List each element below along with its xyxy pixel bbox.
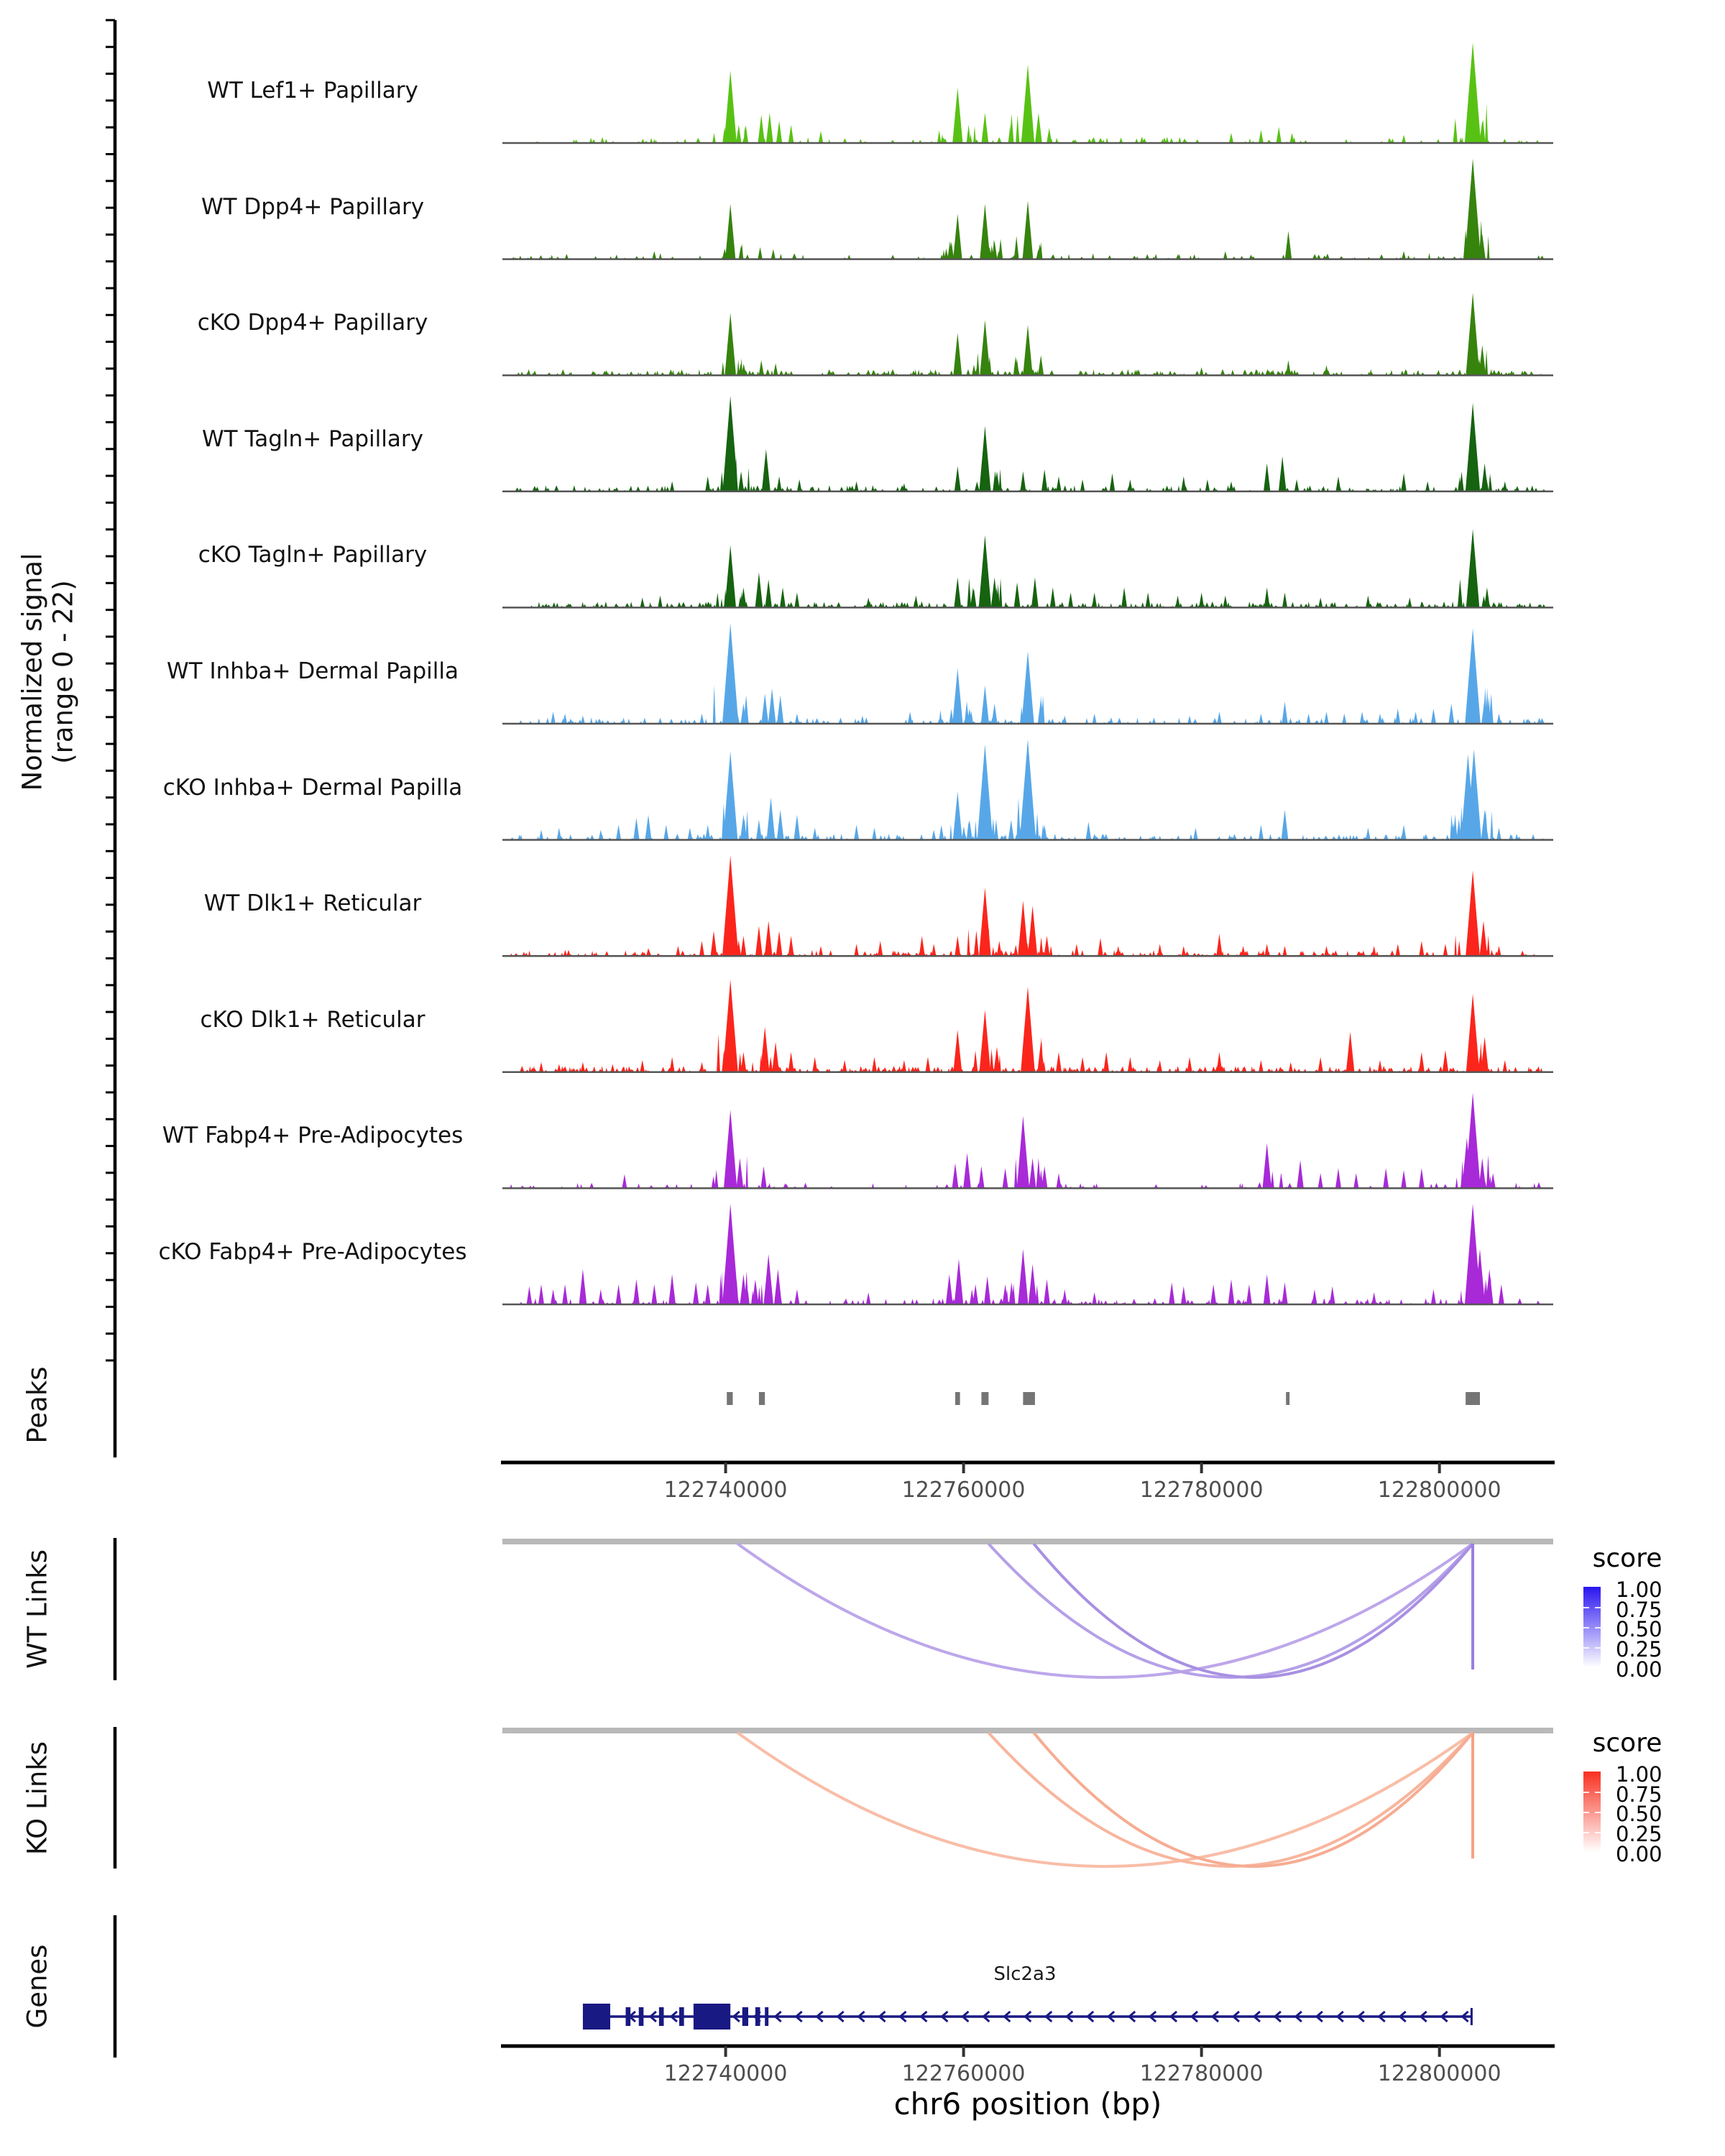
link-arc [1034, 1544, 1473, 1677]
legend-value-label: 0.75 [1616, 1598, 1662, 1622]
gene-exon-large [694, 2004, 730, 2030]
legend-gradient-tick [1583, 1607, 1589, 1608]
signal-8 [510, 855, 1536, 956]
peak-interval [1286, 1392, 1289, 1405]
peak-interval [1023, 1392, 1035, 1405]
link-arc [988, 1544, 1473, 1677]
legend-gradient-tick [1595, 1607, 1601, 1608]
peak-interval [727, 1392, 732, 1405]
gene-label: Slc2a3 [993, 1963, 1057, 1985]
legend-gradient-tick [1595, 1792, 1601, 1793]
section-label-wt-links: WT Links [22, 1549, 53, 1669]
legend-gradient-tick [1583, 1812, 1589, 1813]
legend-gradient-tick [1583, 1627, 1589, 1628]
signal-9 [520, 980, 1542, 1072]
link-arc [737, 1733, 1473, 1866]
axis-tick-label: 122760000 [901, 1478, 1026, 1503]
track-label: WT Tagln+ Papillary [202, 425, 423, 452]
link-arc [988, 1733, 1473, 1866]
legend-gradient-tick [1595, 1647, 1601, 1649]
legend-value-label: 0.25 [1616, 1822, 1662, 1846]
y-axis-label-line2: (range 0 - 22) [47, 580, 79, 764]
signal-11 [520, 1204, 1541, 1304]
axis-tick-label: 122740000 [663, 2061, 788, 2086]
peak-interval [1466, 1392, 1480, 1405]
legend-value-label: 0.50 [1616, 1802, 1662, 1826]
track-label: cKO Dlk1+ Reticular [200, 1006, 426, 1033]
y-axis-label-line1: Normalized signal [17, 553, 48, 791]
section-label-genes: Genes [22, 1944, 53, 2029]
track-label: WT Dpp4+ Papillary [201, 193, 425, 220]
ko-legend-gradient [1583, 1772, 1601, 1852]
ko-legend-title: score [1592, 1728, 1662, 1758]
legend-gradient-tick [1595, 1812, 1601, 1813]
legend-gradient-tick [1583, 1832, 1589, 1833]
legend-value-label: 1.00 [1616, 1762, 1662, 1787]
track-label: WT Lef1+ Papillary [207, 78, 418, 103]
link-arc [1034, 1733, 1473, 1866]
legend-value-label: 0.00 [1616, 1657, 1662, 1682]
gene-exon-small [742, 2007, 748, 2026]
track-label: WT Dlk1+ Reticular [203, 890, 422, 917]
axis-tick-label: 122800000 [1377, 1478, 1501, 1503]
signal-7 [510, 740, 1545, 840]
signal-5 [530, 529, 1546, 607]
axis-tick-label: 122760000 [901, 2061, 1026, 2086]
signal-1 [535, 42, 1539, 143]
signal-6 [519, 623, 1545, 724]
legend-value-label: 1.00 [1616, 1577, 1662, 1602]
gene-exon-small [679, 2007, 684, 2026]
legend-value-label: 0.50 [1616, 1617, 1662, 1641]
legend-gradient-tick [1595, 1832, 1601, 1833]
legend-gradient-tick [1583, 1647, 1589, 1649]
legend-value-label: 0.75 [1616, 1782, 1662, 1807]
track-label: cKO Dpp4+ Papillary [197, 310, 428, 336]
gene-exon-small [659, 2007, 664, 2026]
gene-exon-small [639, 2007, 644, 2026]
track-label: cKO Fabp4+ Pre-Adipocytes [158, 1239, 467, 1265]
axis-tick-label: 122780000 [1139, 2061, 1264, 2086]
link-arc [737, 1544, 1473, 1677]
peak-interval [981, 1392, 988, 1405]
gene-exon-small [765, 2007, 768, 2026]
peak-interval [955, 1392, 960, 1405]
section-label-peaks: Peaks [22, 1366, 53, 1444]
gene-exon-large [583, 2004, 610, 2030]
signal-2 [511, 159, 1544, 259]
legend-value-label: 0.25 [1616, 1637, 1662, 1662]
axis-tick-label: 122740000 [663, 1478, 788, 1503]
track-label: cKO Tagln+ Papillary [198, 542, 428, 568]
x-axis-title: chr6 position (bp) [893, 2086, 1162, 2122]
legend-gradient-tick [1583, 1792, 1589, 1793]
track-label: WT Fabp4+ Pre-Adipocytes [162, 1123, 464, 1149]
track-label: WT Inhba+ Dermal Papilla [167, 658, 459, 684]
signal-3 [517, 292, 1542, 375]
section-label-ko-links: KO Links [22, 1741, 53, 1856]
peak-interval [759, 1392, 765, 1405]
legend-gradient-tick [1595, 1627, 1601, 1628]
track-label: cKO Inhba+ Dermal Papilla [162, 774, 463, 801]
signal-10 [510, 1092, 1541, 1188]
axis-tick-label: 122800000 [1377, 2061, 1501, 2086]
axis-tick-label: 122780000 [1139, 1478, 1264, 1503]
wt-legend-title: score [1592, 1544, 1662, 1573]
legend-value-label: 0.00 [1616, 1842, 1662, 1866]
wt-legend-gradient [1583, 1587, 1601, 1667]
signal-4 [515, 396, 1546, 492]
